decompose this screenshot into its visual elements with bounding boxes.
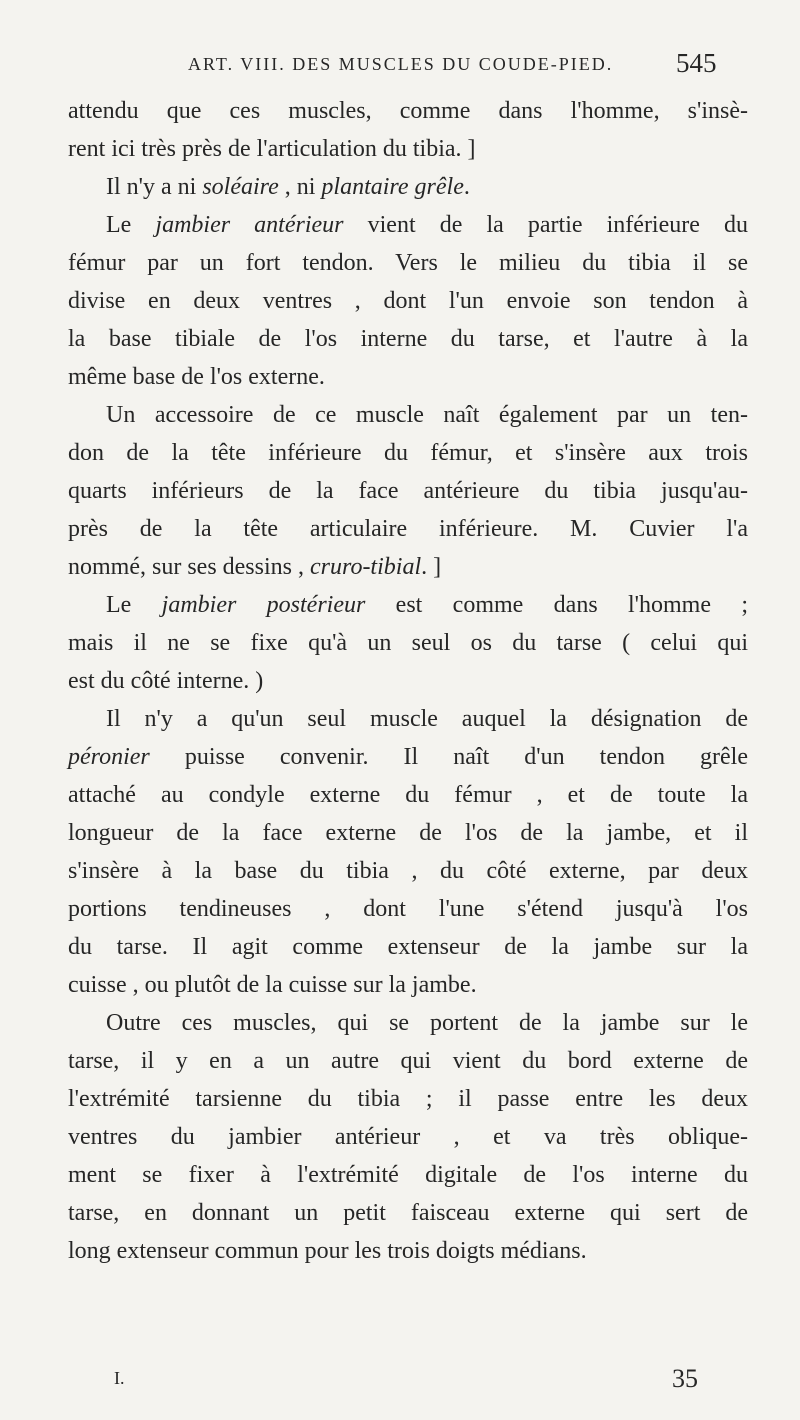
text-segment: près de la tête articulaire inférieure. M. Cuvier l'a (68, 516, 748, 542)
text-segment: est comme dans l'homme ; (365, 592, 748, 618)
signature-mark: I. (114, 1368, 125, 1388)
text-line (68, 1080, 748, 1118)
text-line (68, 738, 748, 776)
running-head (188, 48, 748, 84)
text-line (68, 586, 748, 624)
text-line (68, 1194, 748, 1232)
text-segment: . (463, 174, 470, 200)
text-line (68, 396, 748, 434)
text-line (68, 510, 748, 548)
text-line (68, 206, 748, 244)
text-line (68, 890, 748, 928)
italic-term: jambier postérieur (161, 592, 366, 618)
text-segment: ment se fixer à l'extrémité digitale de l'os interne du (68, 1162, 748, 1188)
text-line (68, 320, 748, 358)
text-segment: portions tendineuses , dont l'une s'étend jusqu'à l'os (68, 896, 748, 922)
page-number: 545 (676, 48, 717, 78)
text-line (68, 700, 748, 738)
text-segment: longueur de la face externe de l'os de la jambe, et il (68, 820, 748, 846)
text-segment: la base tibiale de l'os interne du tarse, et l'autre à la (68, 326, 748, 352)
text-segment: Un accessoire de ce muscle naît également par un ten- (106, 402, 748, 428)
text-line (68, 92, 748, 130)
text-segment: long extenseur commun pour les trois doigts médians. (68, 1238, 587, 1264)
text-segment: s'insère à la base du tibia , du côté externe, par deux (68, 858, 748, 884)
text-line (68, 814, 748, 852)
text-segment: , ni (278, 174, 322, 200)
text-segment: même base de l'os externe. (68, 364, 325, 390)
text-line (68, 1232, 748, 1270)
text-segment: ventres du jambier antérieur , et va très oblique- (68, 1124, 748, 1150)
text-line (68, 244, 748, 282)
text-line (68, 966, 748, 1004)
text-segment: est du côté interne. ) (68, 668, 264, 694)
text-line (68, 624, 748, 662)
text-line (68, 662, 748, 700)
text-segment: du tarse. Il agit comme extenseur de la jambe sur la (68, 934, 748, 960)
text-segment: Outre ces muscles, qui se portent de la jambe sur le (106, 1010, 748, 1036)
text-segment: quarts inférieurs de la face antérieure du tibia jusqu'au- (68, 478, 748, 504)
running-title: ART. VIII. DES MUSCLES DU COUDE-PIED. (188, 54, 614, 74)
text-segment: cuisse , ou plutôt de la cuisse sur la jambe. (68, 972, 477, 998)
text-segment: puisse convenir. Il naît d'un tendon grêle (149, 744, 748, 770)
italic-term: jambier antérieur (155, 212, 344, 238)
body-text (68, 92, 748, 1270)
text-segment: rent ici très près de l'articulation du tibia. ] (68, 136, 476, 162)
text-line (68, 1042, 748, 1080)
text-line (68, 472, 748, 510)
text-segment: tarse, il y en a un autre qui vient du bord externe de (68, 1048, 748, 1074)
text-line (68, 1118, 748, 1156)
italic-term: cruro-tibial (310, 554, 422, 580)
text-segment: fémur par un fort tendon. Vers le milieu du tibia il se (68, 250, 748, 276)
italic-term: péronier (68, 744, 150, 770)
text-segment: Il n'y a qu'un seul muscle auquel la désignation de (106, 706, 748, 732)
text-segment: Le (106, 212, 156, 238)
text-segment: tarse, en donnant un petit faisceau externe qui sert de (68, 1200, 748, 1226)
text-line (68, 928, 748, 966)
text-line (68, 776, 748, 814)
text-line (68, 358, 748, 396)
text-segment: attendu que ces muscles, comme dans l'homme, s'insè- (68, 98, 748, 124)
text-segment: . ] (421, 554, 442, 580)
text-segment: nommé, sur ses dessins , (68, 554, 310, 580)
sheet-number: 35 (672, 1364, 698, 1393)
text-line (68, 548, 748, 586)
text-line (68, 282, 748, 320)
text-segment: vient de la partie inférieure du (343, 212, 748, 238)
text-segment: attaché au condyle externe du fémur , et de toute la (68, 782, 748, 808)
text-segment: divise en deux ventres , dont l'un envoie son tendon à (68, 288, 748, 314)
text-segment: mais il ne se fixe qu'à un seul os du tarse ( celui qui (68, 630, 748, 656)
text-line (68, 852, 748, 890)
text-segment: Le (106, 592, 162, 618)
text-segment: l'extrémité tarsienne du tibia ; il passe entre les deux (68, 1086, 748, 1112)
text-line (68, 434, 748, 472)
text-line (68, 168, 748, 206)
text-line (68, 1156, 748, 1194)
text-line (68, 130, 748, 168)
text-line (68, 1004, 748, 1042)
text-segment: don de la tête inférieure du fémur, et s'insère aux trois (68, 440, 748, 466)
italic-term: plantaire grêle (321, 174, 464, 200)
italic-term: soléaire (202, 174, 279, 200)
text-segment: Il n'y a ni (106, 174, 203, 200)
